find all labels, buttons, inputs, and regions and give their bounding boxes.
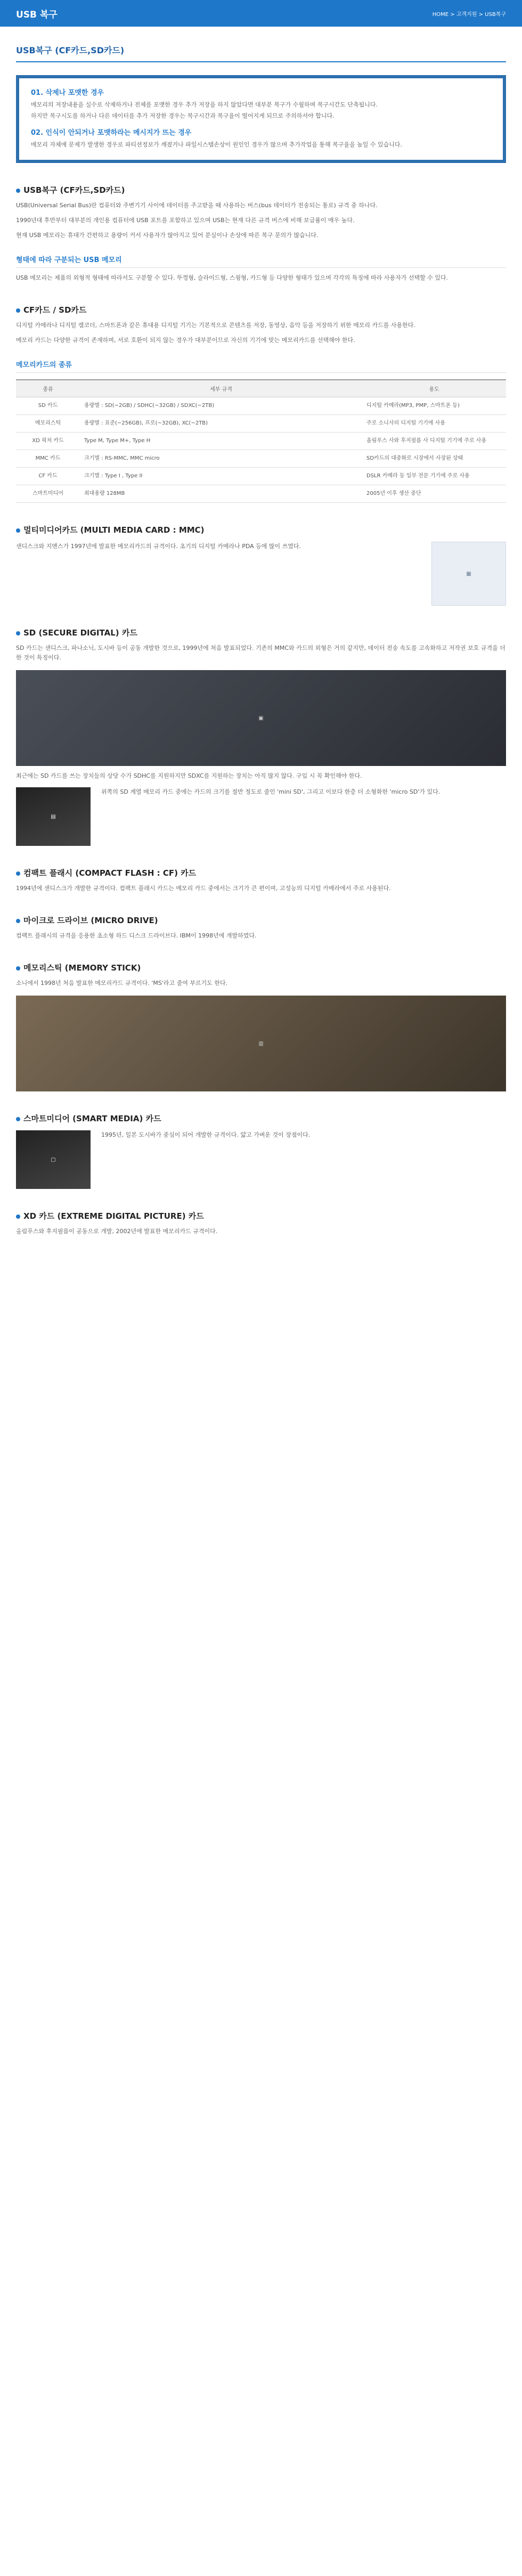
bullet-icon [16,528,20,533]
usb-paragraph-1: USB(Universal Serial Bus)란 컴퓨터와 주변기기 사이에 데이터를 주고받을 때 사용하는 버스(bus 데이터가 전송되는 통로) 규격 중 하나다. [16,202,378,209]
section-title-sd: SD (SECURE DIGITAL) 카드 [16,627,506,638]
notice-a2: 메모리 자체에 문제가 발생한 경우로 파티션정보가 깨졌거나 파일시스템손상이 원인인 경우가 많으며 추가작업을 통해 복구율을 높일 수 있습니다. [31,141,402,148]
table-row: SD 카드 용량별 : SD(~2GB) / SDHC(~32GB) / SDXC(~2TB) 디지털 카메라(MP3, PMP, 스마트폰 등) [16,397,506,415]
table-header: 세부 규격 [80,380,362,397]
memory-card-table [16,379,506,503]
section-title-smart-media: 스마트미디어 (SMART MEDIA) 카드 [16,1113,506,1124]
table-row: 스마트미디어 최대용량 128MB 2005년 이후 생산 중단 [16,485,506,503]
table-header: 종류 [16,380,80,397]
table-row: XD 픽처 카드 Type M, Type M+, Type H 올림푸스 사와 후지필름 사 디지털 기기에 주로 사용 [16,433,506,450]
notice-q1: 01. 삭제나 포맷한 경우 [31,89,104,97]
mmc-paragraph: 샌디스크와 지멘스가 1997년에 발표한 메모리카드의 규격이다. 초기의 디지털 카메라나 PDA 등에 많이 쓰였다. [16,543,301,550]
notice-box [16,75,506,163]
cf-paragraph-1: 디지털 카메라나 디지털 캠코더, 스마트폰과 같은 휴대용 디지털 기기는 기본적으로 콘텐츠를 저장, 동영상, 음악 등을 저장하기 위한 메모리 카드를 사용한다. [16,322,415,329]
bullet-icon [16,1214,20,1219]
section-title-compact-flash: 컴팩트 플래시 (COMPACT FLASH : CF) 카드 [16,867,506,878]
table-row: CF 카드 크기별 : Type I , Type II DSLR 카메라 등 일부 전문 기기에 주로 사용 [16,468,506,485]
cf-paragraph-2: 메모리 카드는 다양한 규격이 존재하며, 서로 호환이 되지 않는 경우가 대부분이므로 자신의 기기에 맞는 메모리카드를 선택해야 한다. [16,337,355,344]
section-title-cf: CF카드 / SD카드 [16,304,506,315]
bullet-icon [16,919,20,923]
usb-paragraph-3: 현재 USB 메모리는 휴대가 간편하고 용량이 커서 사용자가 많아지고 있어 분실이나 손상에 따른 복구 문의가 많습니다. [16,232,319,239]
header-title: USB 복구 [16,10,58,20]
breadcrumb[interactable]: HOME > 고객지원 > USB복구 [432,12,506,18]
notice-a1-2: 하지만 복구시도를 하거나 다른 데이터를 추가 저장한 경우는 복구시간과 복구율이 떨어지게 되므로 주의하셔야 합니다. [31,112,335,119]
table-header: 용도 [362,380,506,397]
table-title: 메모리카드의 종류 [16,361,72,369]
usb-paragraph-4: USB 메모리는 제품의 외형적 형태에 따라서도 구분할 수 있다. 뚜껑형, 슬라이드형, 스윙형, 카드형 등 다양한 형태가 있으며 각각의 특징에 따라 사용자가 선택할 수 있다. [16,274,448,281]
micro-drive-paragraph: 컴팩트 플래시의 규격을 응용한 초소형 하드 디스크 드라이브다. IBM이 1998년에 개발하였다. [16,932,257,939]
mmc-card-image: ▦ [431,542,506,606]
smart-media-image: ▢ [16,1130,91,1189]
sd-paragraph-3: 위쪽의 SD 계열 메모리 카드 중에는 카드의 크기를 절반 정도로 줄인 'mini SD', 그리고 이보다 한층 더 소형화한 'micro SD'가 있다. [101,788,441,795]
compact-flash-paragraph: 1994년에 샌디스크가 개발한 규격이다. 컴팩트 플래시 카드는 메모리 카드 중에서는 크기가 큰 편이며, 고성능의 디지털 카메라에서 주로 사용된다. [16,885,391,892]
section-title-mmc: 멀티미디어카드 (MULTI MEDIA CARD : MMC) [16,524,506,535]
xd-paragraph: 올림푸스와 후지필름이 공동으로 개발, 2002년에 발표한 메모리카드 규격이다. [16,1228,218,1235]
section-title-micro-drive: 마이크로 드라이브 (MICRO DRIVE) [16,915,506,926]
notice-a1-1: 메모리의 저장내용을 실수로 삭제하거나 전체를 포맷한 경우 추가 저장을 하지 않았다면 대부분 복구가 수월하며 복구시간도 단축됩니다. [31,101,378,108]
micro-sd-image: ▤ [16,787,91,846]
usb-paragraph-2: 1990년대 후반부터 대부분의 개인용 컴퓨터에 USB 포트를 포함하고 있으며 USB는 현재 다른 규격 버스에 비해 보급률이 매우 높다. [16,217,355,224]
memory-stick-photo: ▥ [16,996,506,1091]
bullet-icon [16,966,20,971]
section-title-usb: USB복구 (CF카드,SD카드) [16,184,506,195]
section-title-xd: XD 카드 (EXTREME DIGITAL PICTURE) 카드 [16,1210,506,1221]
notice-q2: 02. 인식이 안되거나 포맷하라는 메시지가 뜨는 경우 [31,129,192,137]
table-row: MMC 카드 크기별 : RS-MMC, MMC micro SD카드의 대중화로 시장에서 사장된 상태 [16,450,506,468]
title-divider [16,61,506,62]
sd-card-photo: ▣ [16,670,506,766]
memory-stick-paragraph: 소니에서 1998년 처음 발표한 메모리카드 규격이다. 'MS'라고 줄여 부르기도 한다. [16,980,228,987]
smart-media-paragraph: 1995년, 일본 도시바가 중심이 되어 개발한 규격이다. 얇고 가벼운 것이 장점이다. [101,1131,311,1138]
page-title: USB복구 (CF카드,SD카드) [16,45,125,55]
bullet-icon [16,308,20,313]
bullet-icon [16,871,20,876]
sd-paragraph-2: 최근에는 SD 카드를 쓰는 장치들의 상당 수가 SDHC를 지원하지만 SDXC를 지원하는 장치는 아직 많지 않다. 구입 시 꼭 확인해야 한다. [16,772,362,779]
top-bar [0,0,522,27]
table-row: 메모리스틱 용량별 : 표준(~256GB), 프로(~32GB), XC(~2TB) 주로 소니사의 디지털 기기에 사용 [16,415,506,433]
bullet-icon [16,1117,20,1121]
section-title-memory-stick: 메모리스틱 (MEMORY STICK) [16,962,506,973]
bullet-icon [16,189,20,193]
usb-subtitle: 형태에 따라 구분되는 USB 메모리 [16,256,122,264]
sd-paragraph-1: SD 카드는 샌디스크, 파나소닉, 도시바 등이 공동 개발한 것으로, 1999년에 처음 발표되었다. 기존의 MMC와 카드의 외형은 거의 같지만, 데이터 전송 속도를 고속화하고 저작권 보호 규격을 더한 것이 특징이다. [16,645,505,661]
bullet-icon [16,631,20,635]
